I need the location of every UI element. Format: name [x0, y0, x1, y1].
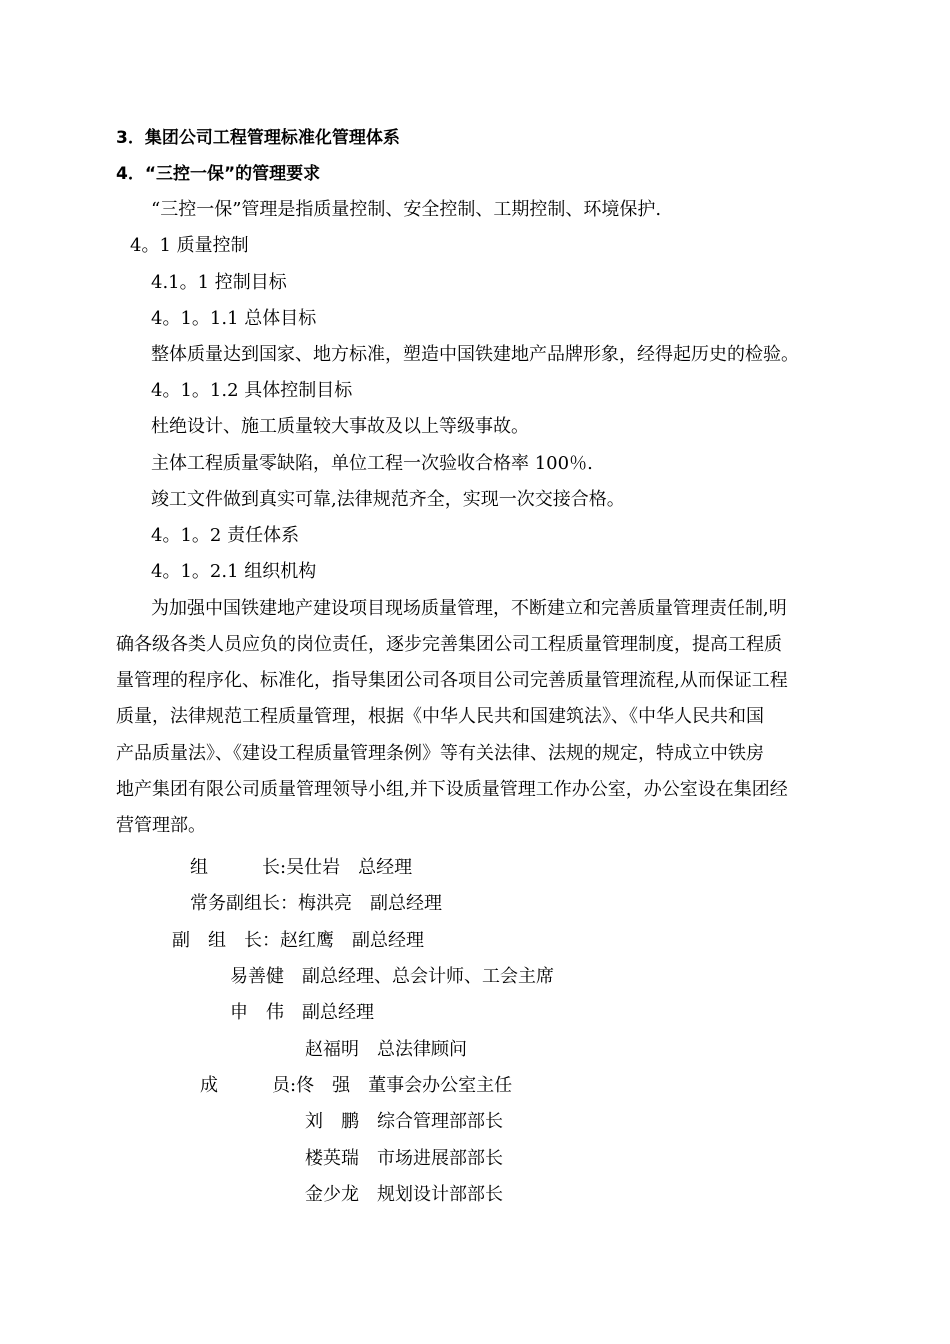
paragraph-line: 地产集团有限公司质量管理领导小组,并下设质量管理工作办公室，办公室设在集团经	[116, 779, 788, 800]
overall-goal-text: 整体质量达到国家、地方标准，塑造中国铁建地产品牌形象，经得起历史的检验。	[151, 344, 799, 365]
paragraph-line: 确各级各类人员应负的岗位责任，逐步完善集团公司工程质量管理制度，提高工程质	[116, 634, 782, 655]
section-4-1-1: 4.1。1 控制目标	[151, 272, 287, 293]
goal-item-1: 杜绝设计、施工质量较大事故及以上等级事故。	[151, 416, 529, 437]
roster-deputy-extra: 易善健 副总经理、总会计师、工会主席	[230, 966, 554, 987]
roster-leader: 组 长:吴仕岩 总经理	[190, 857, 413, 878]
heading-3: 3．集团公司工程管理标准化管理体系	[116, 128, 400, 148]
roster-members: 成 员:佟 强 董事会办公室主任	[200, 1075, 513, 1096]
roster-deputy-extra: 申 伟 副总经理	[230, 1002, 374, 1023]
section-4-1-1-2: 4。1。1.2 具体控制目标	[151, 380, 353, 401]
section-4-1-2-1: 4。1。2.1 组织机构	[151, 561, 317, 582]
paragraph-line: 产品质量法》、《建设工程质量管理条例》等有关法律、法规的规定，特成立中铁房	[116, 743, 764, 764]
paragraph-line: 营管理部。	[116, 815, 206, 836]
roster-executive-deputy: 常务副组长：梅洪亮 副总经理	[190, 893, 442, 914]
paragraph-line: 量管理的程序化、标准化，指导集团公司各项目公司完善质量管理流程,从而保证工程	[116, 670, 788, 691]
paragraph-line: 为加强中国铁建地产建设项目现场质量管理，不断建立和完善质量管理责任制,明	[151, 598, 787, 619]
intro-text: “三控一保”管理是指质量控制、安全控制、工期控制、环境保护.	[151, 199, 662, 220]
roster-deputy-extra: 赵福明 总法律顾问	[305, 1039, 467, 1060]
roster-member: 楼英瑞 市场进展部部长	[305, 1148, 503, 1169]
goal-item-3: 竣工文件做到真实可靠,法律规范齐全，实现一次交接合格。	[151, 489, 625, 510]
section-4-1: 4。1 质量控制	[130, 235, 249, 256]
section-4-1-2: 4。1。2 责任体系	[151, 525, 300, 546]
section-4-1-1-1: 4。1。1.1 总体目标	[151, 308, 317, 329]
roster-deputy: 副 组 长：赵红鹰 副总经理	[172, 930, 424, 951]
paragraph-line: 质量，法律规范工程质量管理，根据《中华人民共和国建筑法》、《中华人民共和国	[116, 706, 764, 727]
roster-member: 金少龙 规划设计部部长	[305, 1184, 503, 1205]
roster-member: 刘 鹏 综合管理部部长	[305, 1111, 503, 1132]
heading-4: 4．“三控一保”的管理要求	[116, 164, 321, 184]
goal-item-2: 主体工程质量零缺陷，单位工程一次验收合格率 100％.	[151, 453, 593, 474]
